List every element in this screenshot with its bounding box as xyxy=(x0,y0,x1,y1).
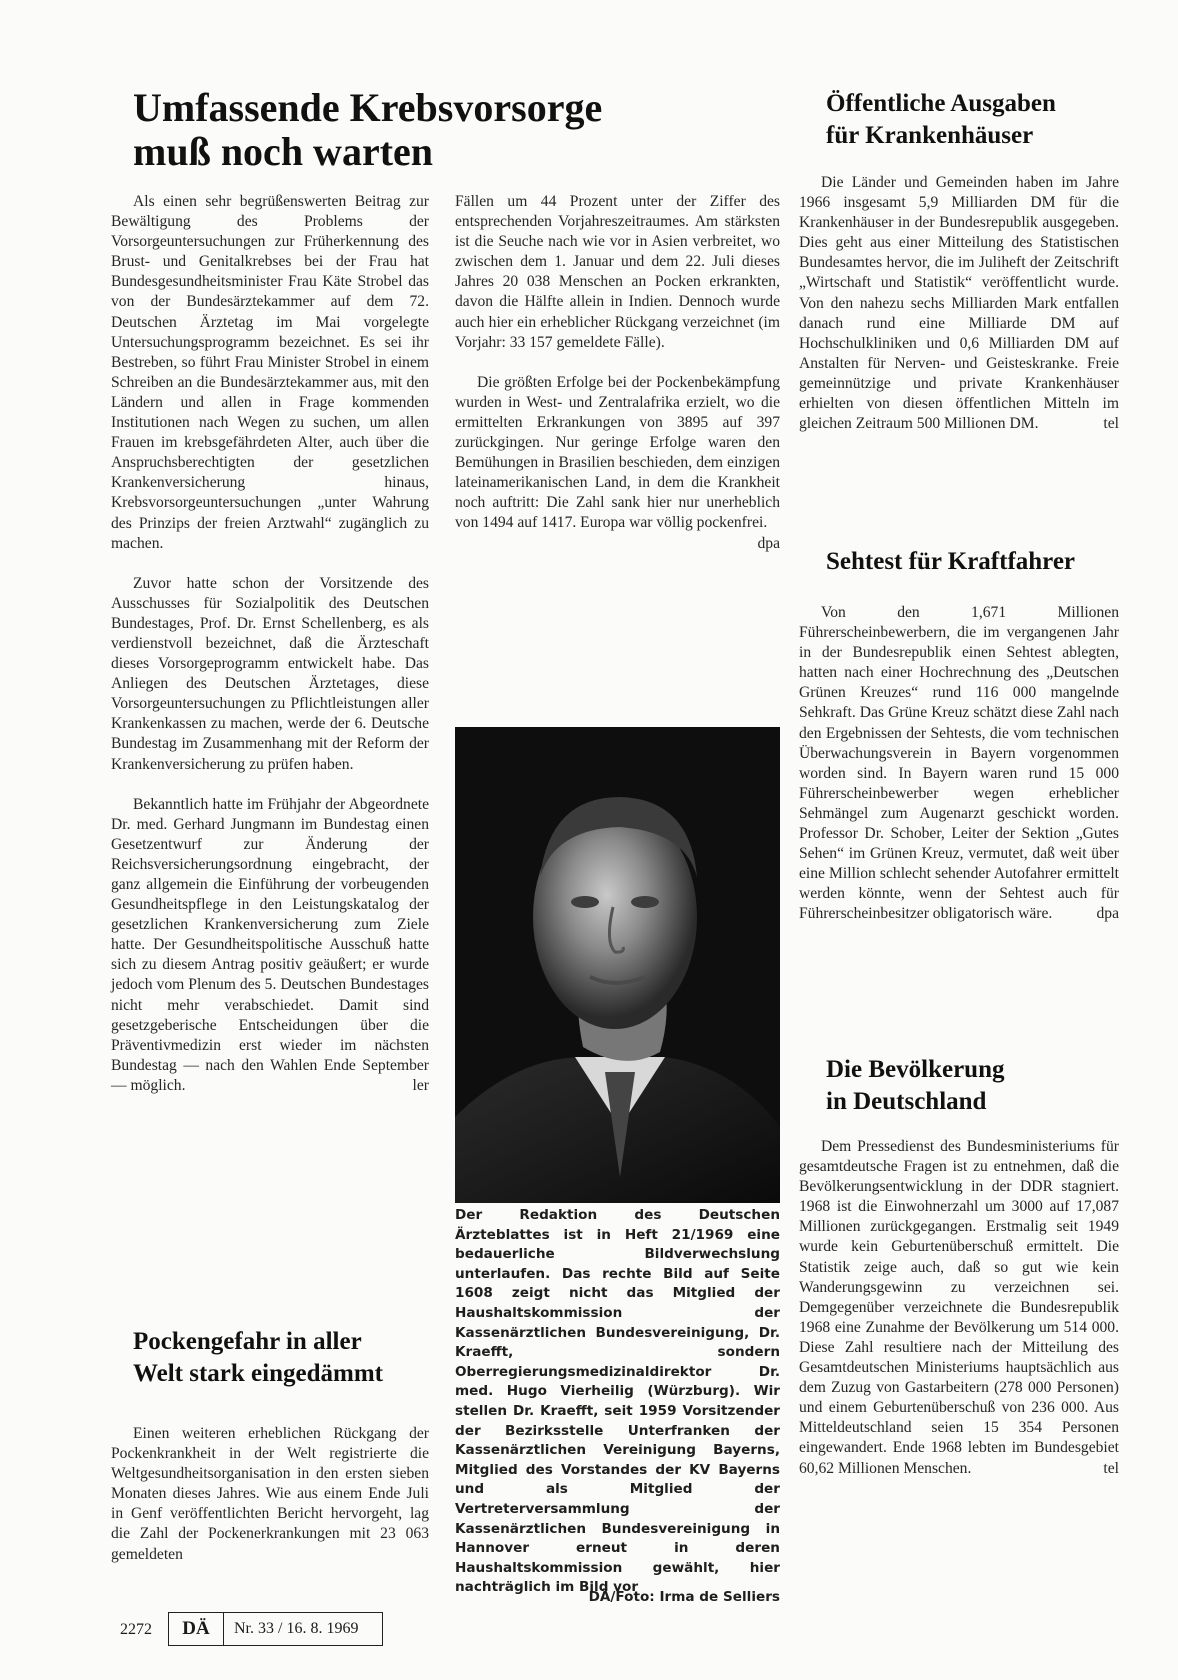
article1-paragraph: Als einen sehr begrüßenswerten Beitrag zur Bewältigung des Problems der Vorsorgeuntersuchungen zur Früherkennung des Brust- und Genitalkrebses bei der Frau hat Bundesgesundheitsminister Frau Käte Strobel das von der Bundesärztekammer auf dem 72. Deutschen Ärztetag im Mai vorgelegte Untersuchungsprogramm bezeichnet. Es sei ihr Bestreben, so führt Frau Minister Strobel in einem Schreiben an die Bundesärztekammer aus, mit den Ländern und allen in Frage kommenden Institutionen nach Wegen zu suchen, um allen Frauen im krebsgefährdeten Alter, auch über die Anspruchsberechtigten der gesetzlichen Krankenversicherung hinaus, Krebsvorsorgeuntersuchungen „unter Wahrung des Prinzips der freien Arztwahl“ zugänglich zu machen. xyxy=(111,193,429,552)
photo-caption: Der Redaktion des Deutschen Ärzteblattes ist in Heft 21/1969 eine bedauerliche Bildverwechslung unterlaufen. Das rechte Bild auf Seite 1608 zeigt nicht das Mitglied der Haushaltskommission der Kassenärztlichen Bundesvereinigung, Dr. Kraefft, sondern Oberregierungsmedizinaldirektor Dr. med. Hugo Vierheilig (Würzburg). Wir stellen Dr. Kraefft, seit 1959 Vorsitzender der Bezirksstelle Unterfranken der Kassenärztlichen Vereinigung Bayerns, Mitglied des Vorstandes der KV Bayerns und als Mitglied der Vertreterversammlung der Kassenärztlichen Bundesvereinigung in Hannover erneut in deren Haushaltskommission gewählt, hier nachträglich im Bild vor xyxy=(455,1207,780,1596)
article5-paragraph xyxy=(799,1137,1119,1479)
issue-info: Nr. 33 / 16. 8. 1969 xyxy=(234,1620,359,1637)
article2-body-col2 xyxy=(455,192,780,554)
article5-headline xyxy=(826,1054,1126,1118)
article2-paragraph: Einen weiteren erheblichen Rückgang der Pockenkrankheit in der Welt registrierte die Weltgesundheitsorganisation in den ersten sieben Monaten dieses Jahres. Wie aus einem Ende Juli in Genf veröffentlichten Bericht hervorgeht, lag die Zahl der Pockenerkrankungen mit 23 063 gemeldeten xyxy=(111,1425,429,1563)
article5-paragraph-text: Dem Pressedienst des Bundesministeriums für gesamtdeutsche Fragen ist zu entnehmen, daß die Bevölkerungsentwicklung in der DDR stagniert. 1968 ist die Einwohnerzahl um 3000 auf 17,087 Millionen zurückgegangen. Erstmalig seit 1949 wurde kein Geburtenüberschuß ermittelt. Die Statistik zeige auch, daß so gut wie kein Wanderungsgewinn zu verzeichnen sei. Demgegenüber verzeichnete die Bundesrepublik 1968 eine Zunahme der Bevölkerung um 514 000. Diese Zahl resultiere nach der Mitteilung des Gesamtdeutschen Ministeriums hauptsächlich aus dem Zuzug von Gastarbeitern (278 000 Personen) und einem Geburtenüberschuß von 236 000. Aus Mitteldeutschland seien 15 354 Personen eingewandert. Ende 1968 lebten im Bundesgebiet 60,62 Millionen Menschen. xyxy=(799,1138,1119,1477)
article2-headline-line1: Pockengefahr in aller xyxy=(133,1328,362,1355)
footer-issue-box xyxy=(168,1612,383,1646)
article3-signature: tel xyxy=(1103,415,1119,433)
article1-body xyxy=(111,192,429,1096)
article2-paragraph: Fällen um 44 Prozent unter der Ziffer des entsprechenden Vorjahreszeitraumes. Am stärksten ist die Seuche nach wie vor in Asien verbreitet, wo zwischen dem 1. Januar und dem 22. Juli dieses Jahres 20 038 Menschen an Pocken erkrankten, davon die Hälfte allein in Indien. Dennoch wurde auch hier ein erheblicher Rückgang verzeichnet (im Vorjahr: 33 157 gemeldete Fälle). xyxy=(455,193,780,351)
article2-headline xyxy=(133,1326,433,1390)
article1-paragraph-text: Bekanntlich hatte im Frühjahr der Abgeordnete Dr. med. Gerhard Jungmann im Bundestag einen Gesetzentwurf zur Änderung der Reichsversicherungsordnung eingebracht, der ganz allgemein die Einführung der vorbeugenden Gesundheitspflege in den Leistungskatalog der gesetzlichen Krankenversicherung zum Ziele hatte. Der Gesundheitspolitische Ausschuß hatte sich zu diesem Antrag positiv geäußert; er wurde jedoch vom Plenum des 5. Deutschen Bundestages nicht mehr verabschiedet. Damit sind gesetzgeberische Entscheidungen über die Präventivmedizin erst wieder im nächsten Bundestag — nach den Wahlen Ende September — möglich. xyxy=(111,795,429,1094)
article1-headline-line2: muß noch warten xyxy=(133,129,434,174)
article1-signature: ler xyxy=(412,1076,429,1094)
photo-credit: DÄ/Foto: Irma de Selliers xyxy=(588,1589,780,1605)
article4-headline xyxy=(826,546,1126,578)
portrait-photo xyxy=(455,727,780,1203)
article2-paragraph-text: Die größten Erfolge bei der Pockenbekämpfung wurden in West- und Zentralafrika erzielt, wo die ermittelten Erkrankungen von 3895 auf 397 zurückgingen. Nur geringe Erfolge waren den Bemühungen in Brasilien beschieden, dem einzigen lateinamerikanischen Land, in dem die Krankheit noch auftritt: Die Zahl sank hier nur unerheblich von 1494 auf 1417. Europa war völlig pockenfrei. xyxy=(455,373,780,532)
article4-paragraph-text: Von den 1,671 Millionen Führerscheinbewerbern, die im vergangenen Jahr in der Bundesrepublik einen Sehtest ablegten, hatten nach einer Hochrechnung des „Deutschen Grünen Kreuzes“ rund 116 000 mangelnde Sehkraft. Das Grüne Kreuz schätzt diese Zahl nach den Ergebnissen der Sehtests, die vom technischen Überwachungsverein in Bayern vorgenommen worden sind. In Bayern waren rund 15 000 Führerscheinbewerber wegen erheblicher Sehmängel zum Augenarzt geschickt worden. Professor Dr. Schober, Leiter der Sektion „Gutes Sehen“ im Grünen Kreuz, vermutet, daß weit über eine Million schlecht sehender Autofahrer ermittelt werden könnte, wenn der Sehtest auch für Führerscheinbesitzer obligatorisch wäre. xyxy=(799,604,1119,923)
article5-body xyxy=(799,1137,1119,1479)
article2-body-col1 xyxy=(111,1424,429,1565)
article1-paragraph xyxy=(111,795,429,1096)
article3-headline xyxy=(826,88,1126,152)
article4-paragraph xyxy=(799,603,1119,925)
article3-paragraph xyxy=(799,173,1119,434)
article4-headline-line1: Sehtest für Kraftfahrer xyxy=(826,548,1076,575)
article5-headline-line1: Die Bevölkerung xyxy=(826,1056,1005,1083)
article2-signature: dpa xyxy=(757,534,780,552)
article4-signature: dpa xyxy=(1096,905,1119,923)
article4-body xyxy=(799,603,1119,925)
article3-headline-line1: Öffentliche Ausgaben xyxy=(826,90,1056,117)
article2-paragraph xyxy=(455,373,780,552)
article3-body xyxy=(799,173,1119,434)
page-number: 2272 xyxy=(120,1621,152,1638)
article1-headline-line1: Umfassende Krebsvorsorge xyxy=(133,85,603,130)
article1-headline xyxy=(133,86,613,174)
article3-headline-line2: für Krankenhäuser xyxy=(826,122,1034,149)
article3-paragraph-text: Die Länder und Gemeinden haben im Jahre 1966 insgesamt 5,9 Milliarden DM für die Krankenhäuser in der Bundesrepublik ausgegeben. Dies geht aus einer Mitteilung des Statistischen Bundesamtes hervor, die im Juliheft der Zeitschrift „Wirtschaft und Statistik“ veröffentlicht wurde. Von den nahezu sechs Milliarden Mark entfallen danach rund eine Milliarde DM auf Hochschulkliniken und 0,6 Milliarden DM auf Anstalten für Nerven- und Geisteskranke. Freie gemeinnützige und private Krankenhäuser erhielten von diesen öffentlichen Mitteln im gleichen Zeitraum 500 Millionen DM. xyxy=(799,174,1119,433)
article2-headline-line2: Welt stark eingedämmt xyxy=(133,1360,383,1387)
portrait-illustration xyxy=(455,727,780,1203)
article5-signature: tel xyxy=(1103,1459,1119,1477)
article5-headline-line2: in Deutschland xyxy=(826,1088,987,1115)
journal-logo: DÄ xyxy=(169,1613,224,1645)
article1-paragraph: Zuvor hatte schon der Vorsitzende des Ausschusses für Sozialpolitik des Deutschen Bundestages, Prof. Dr. Ernst Schellenberg, es als verdienstvoll bezeichnet, daß die Ärzteschaft dieses Vorsorgeprogramm entwickelt habe. Das Anliegen des Deutschen Ärztetages, diese Vorsorgeuntersuchungen zu Pflichtleistungen aller Krankenkassen zu machen, werde der 6. Deutsche Bundestag im Zusammenhang mit der Reform der Krankenversicherung zu prüfen haben. xyxy=(111,574,429,773)
